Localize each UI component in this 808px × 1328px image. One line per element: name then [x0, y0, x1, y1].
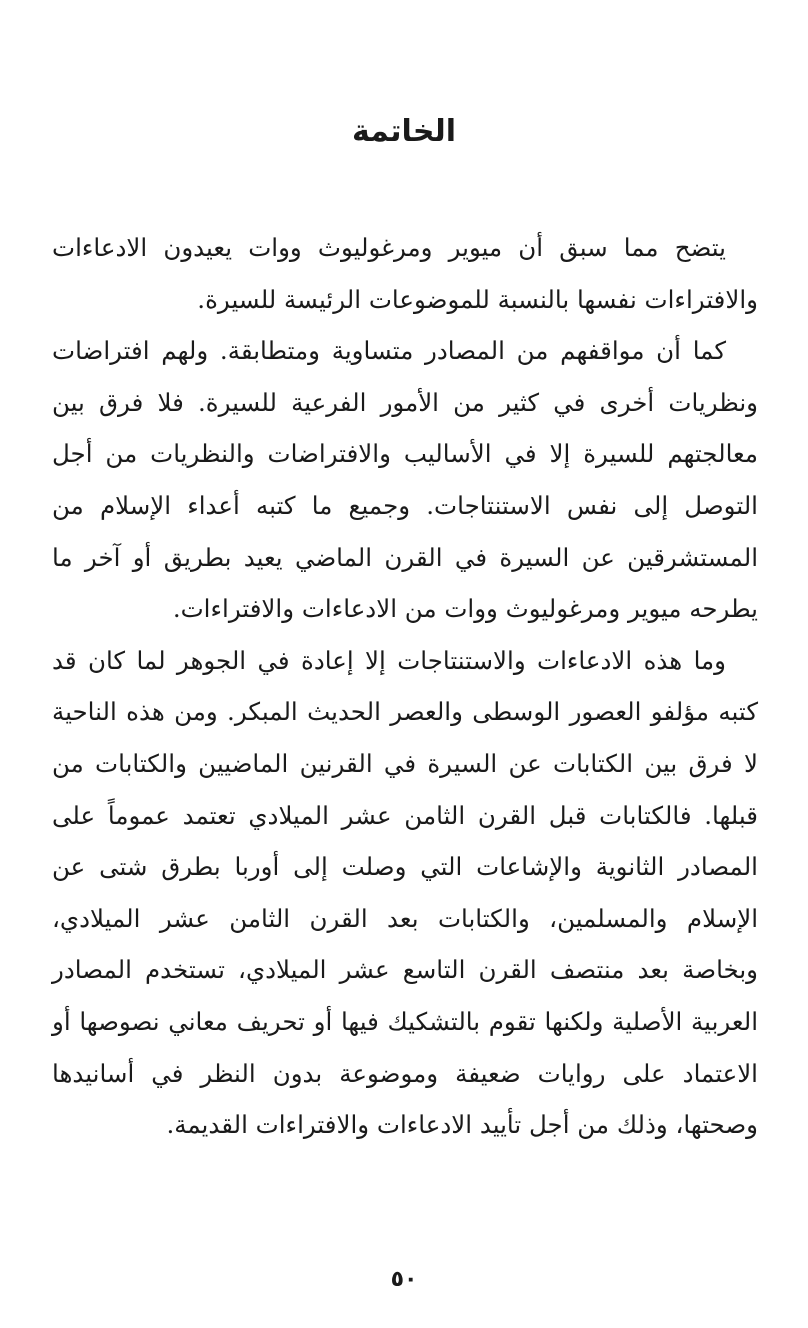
paragraph-3: وما هذه الادعاءات والاستنتاجات إلا إعادة في الجوهر لما كان قد كتبه مؤلفو العصور الوسطى والعصر الحديث المبكر. ومن هذه الناحية لا فرق بين الكتابات عن السيرة في القرنين الماضيين والكتابات من قبلها. فالكتابات قبل القرن الثامن عشر الميلادي تعتمد عموماً على المصادر الثانوية والإشاعات التي وصلت إلى أوربا بطرق شتى عن الإسلام والمسلمين، والكتابات بعد القرن الثامن عشر الميلادي، وبخاصة بعد منتصف القرن التاسع عشر الميلادي، تستخدم المصادر العربية الأصلية ولكنها تقوم بالتشكيك فيها أو تحريف معاني نصوصها أو الاعتماد على روايات ضعيفة وموضوعة بدون النظر في أسانيدها وصحتها، وذلك من أجل تأييد الادعاءات والافتراءات القديمة.	[52, 645, 758, 1140]
body-text	[52, 222, 758, 1151]
paragraph-1: يتضح مما سبق أن ميوير ومرغوليوث ووات يعيدون الادعاءات والافتراءات نفسها بالنسبة للموضوعات الرئيسة للسيرة.	[52, 233, 758, 314]
paragraph-2: كما أن مواقفهم من المصادر متساوية ومتطابقة. ولهم افتراضات ونظريات أخرى في كثير من الأمور الفرعية للسيرة. فلا فرق بين معالجتهم للسيرة إلا في الأساليب والافتراضات والنظريات من أجل التوصل إلى نفس الاستنتاجات. وجميع ما كتبه أعداء الإسلام من المستشرقين عن السيرة في القرن الماضي يعيد بطريق أو آخر ما يطرحه ميوير ومرغوليوث ووات من الادعاءات والافتراءات.	[52, 336, 758, 624]
chapter-title: الخاتمة	[351, 114, 456, 149]
page-number: ٥٠	[390, 1267, 418, 1292]
